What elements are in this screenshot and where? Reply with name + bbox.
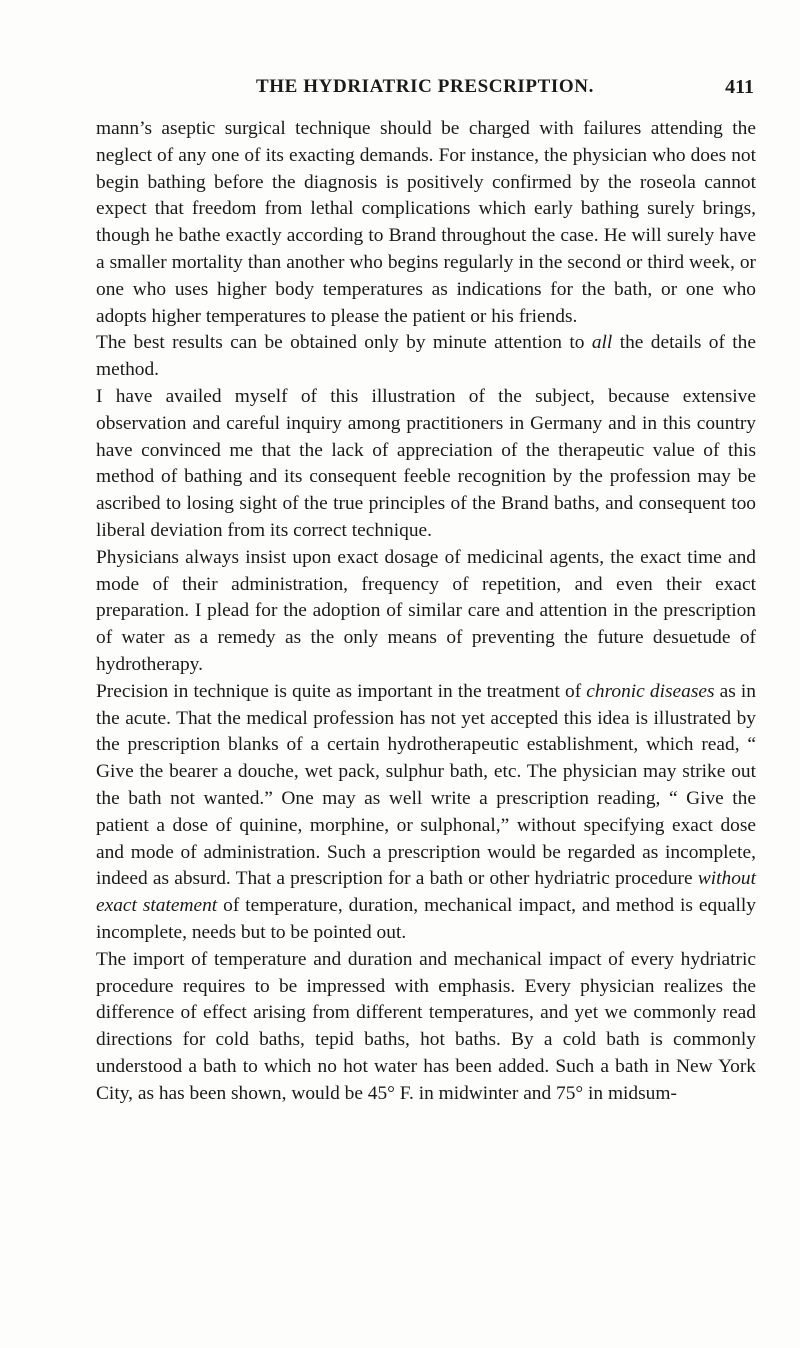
- body-text: [96, 116, 756, 1107]
- running-head: [96, 76, 754, 100]
- running-title: THE HYDRIATRIC PRESCRIPTION.: [256, 76, 594, 97]
- paragraph-2-text-b: the details of the method.: [96, 332, 756, 381]
- paragraph-5-text-c: of temperature, duration, mechanical impact, and method is equally incomplete, needs but to be pointed out.: [96, 895, 756, 943]
- paragraph-2-text-a: The best results can be obtained only by minute attention to: [96, 332, 592, 354]
- paragraph-2: [96, 330, 756, 384]
- paragraph-1: [96, 116, 756, 330]
- paragraph-4-text: Physicians always insist upon exact dosage of medicinal agents, the exact time and mode of their administration, frequency of repetition, and even their exact preparation. I plead for the adoption of similar care and attention in the prescription of water as a remedy as the only means of preventing the future desuetude of hydrotherapy.: [96, 546, 756, 675]
- paragraph-6: [96, 947, 756, 1108]
- paragraph-6-text: The import of temperature and duration and mechanical impact of every hydriatric procedure requires to be impressed with emphasis. Every physician realizes the difference of effect arising from different temperatures, and yet we commonly read directions for cold baths, tepid baths, hot baths. By a cold bath is commonly understood a bath to which no hot water has been added. Such a bath in New York City, as has been shown, would be 45° F. in midwinter and 75° in midsum-: [96, 948, 756, 1104]
- paragraph-1-text: mann’s aseptic surgical technique should be charged with failures attending the neglect of any one of its exacting demands. For instance, the physician who does not begin bathing before the diagnosis is positively confirmed by the roseola cannot expect that freedom from lethal complications which early bathing surely brings, though he bathe exactly according to Brand throughout the case. He will surely have a smaller mortality than another who begins regularly in the second or third week, or one who uses higher body temperatures as indications for the bath, or one who adopts higher temperatures to please the patient or his friends.: [96, 118, 756, 327]
- page-number: 411: [725, 76, 754, 98]
- paragraph-2-emphasis: all: [591, 332, 613, 354]
- paragraph-5: [96, 679, 756, 947]
- paragraph-4: [96, 545, 756, 679]
- paragraph-3: [96, 384, 756, 545]
- paragraph-3-text: I have availed myself of this illustration of the subject, because extensive observation and careful inquiry among practitioners in Germany and in this country have convinced me that the lack of appreciation of the therapeutic value of this method of bathing and its consequent feeble recognition by the profession may be ascribed to losing sight of the true principles of the Brand baths, and consequent too liberal deviation from its correct technique.: [96, 385, 756, 541]
- paragraph-5-text-a: Precision in technique is quite as important in the treatment of: [96, 680, 587, 702]
- paragraph-5-emphasis-b: without exact statement: [96, 868, 756, 917]
- paragraph-5-emphasis-a: chronic diseases: [586, 680, 715, 702]
- paragraph-5-text-b: as in the acute. That the medical profession has not yet accepted this idea is illustrated by the prescription blanks of a certain hydrotherapeutic establishment, which read, “ Give the bearer a douche, wet pack, sulphur bath, etc. The physician may strike out the bath not wanted.” One may as well write a prescription reading, “ Give the patient a dose of quinine, morphine, or sulphonal,” without specifying exact dose and mode of administration. Such a prescription would be regarded as incomplete, indeed as absurd. That a prescription for a bath or other hydriatric procedure: [96, 680, 756, 890]
